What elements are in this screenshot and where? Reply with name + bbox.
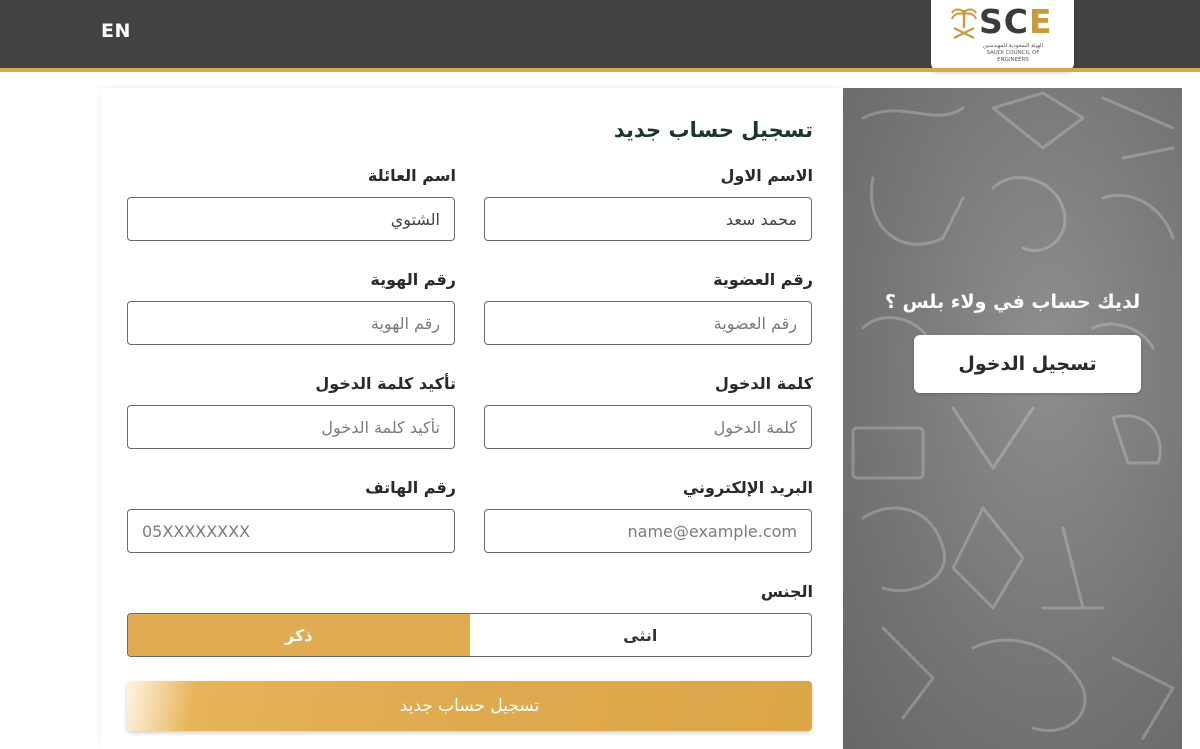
phone-input[interactable] <box>127 509 455 553</box>
confirm-password-label: تأكيد كلمة الدخول <box>315 374 456 393</box>
palm-swords-icon <box>949 6 979 42</box>
login-button[interactable]: تسجيل الدخول <box>914 335 1141 393</box>
logo-letters: SC <box>979 2 1029 41</box>
header-accent-stripe <box>0 68 1200 72</box>
id-number-input[interactable] <box>127 301 455 345</box>
password-input[interactable] <box>484 405 812 449</box>
password-label: كلمة الدخول <box>714 374 813 393</box>
logo-card[interactable] <box>931 0 1074 71</box>
email-input[interactable] <box>484 509 812 553</box>
doodle-background <box>843 88 1182 749</box>
login-prompt: لديك حساب في ولاء بلس ؟ <box>884 291 1141 313</box>
registration-form <box>101 88 843 749</box>
gender-option-female[interactable]: انثى <box>623 625 658 645</box>
logo-subtitle <box>979 43 1047 64</box>
family-name-input[interactable] <box>127 197 455 241</box>
membership-number-input[interactable] <box>484 301 812 345</box>
logo-arabic-line: الهيئة السعودية للمهندسين <box>982 43 1044 49</box>
gender-option-male[interactable]: ذكر <box>128 614 470 656</box>
membership-number-label: رقم العضوية <box>713 270 813 289</box>
phone-label: رقم الهاتف <box>365 478 456 497</box>
login-side-panel <box>843 88 1182 749</box>
logo-english-line: SAUDI COUNCIL OF ENGINEERS <box>986 50 1040 63</box>
first-name-input[interactable] <box>484 197 812 241</box>
gender-label: الجنس <box>760 582 813 601</box>
family-name-label: اسم العائلة <box>367 166 456 185</box>
confirm-password-input[interactable] <box>127 405 455 449</box>
top-header <box>0 0 1200 68</box>
id-number-label: رقم الهوية <box>370 270 456 289</box>
register-button[interactable]: تسجيل حساب جديد <box>127 681 812 731</box>
gender-toggle <box>127 613 812 657</box>
first-name-label: الاسم الاول <box>720 166 813 185</box>
logo-wordmark <box>979 2 1053 41</box>
logo-accent-letter: E <box>1029 2 1053 41</box>
email-label: البريد الإلكتروني <box>682 478 813 497</box>
language-toggle[interactable]: EN <box>101 20 131 42</box>
form-title: تسجيل حساب جديد <box>613 118 813 142</box>
